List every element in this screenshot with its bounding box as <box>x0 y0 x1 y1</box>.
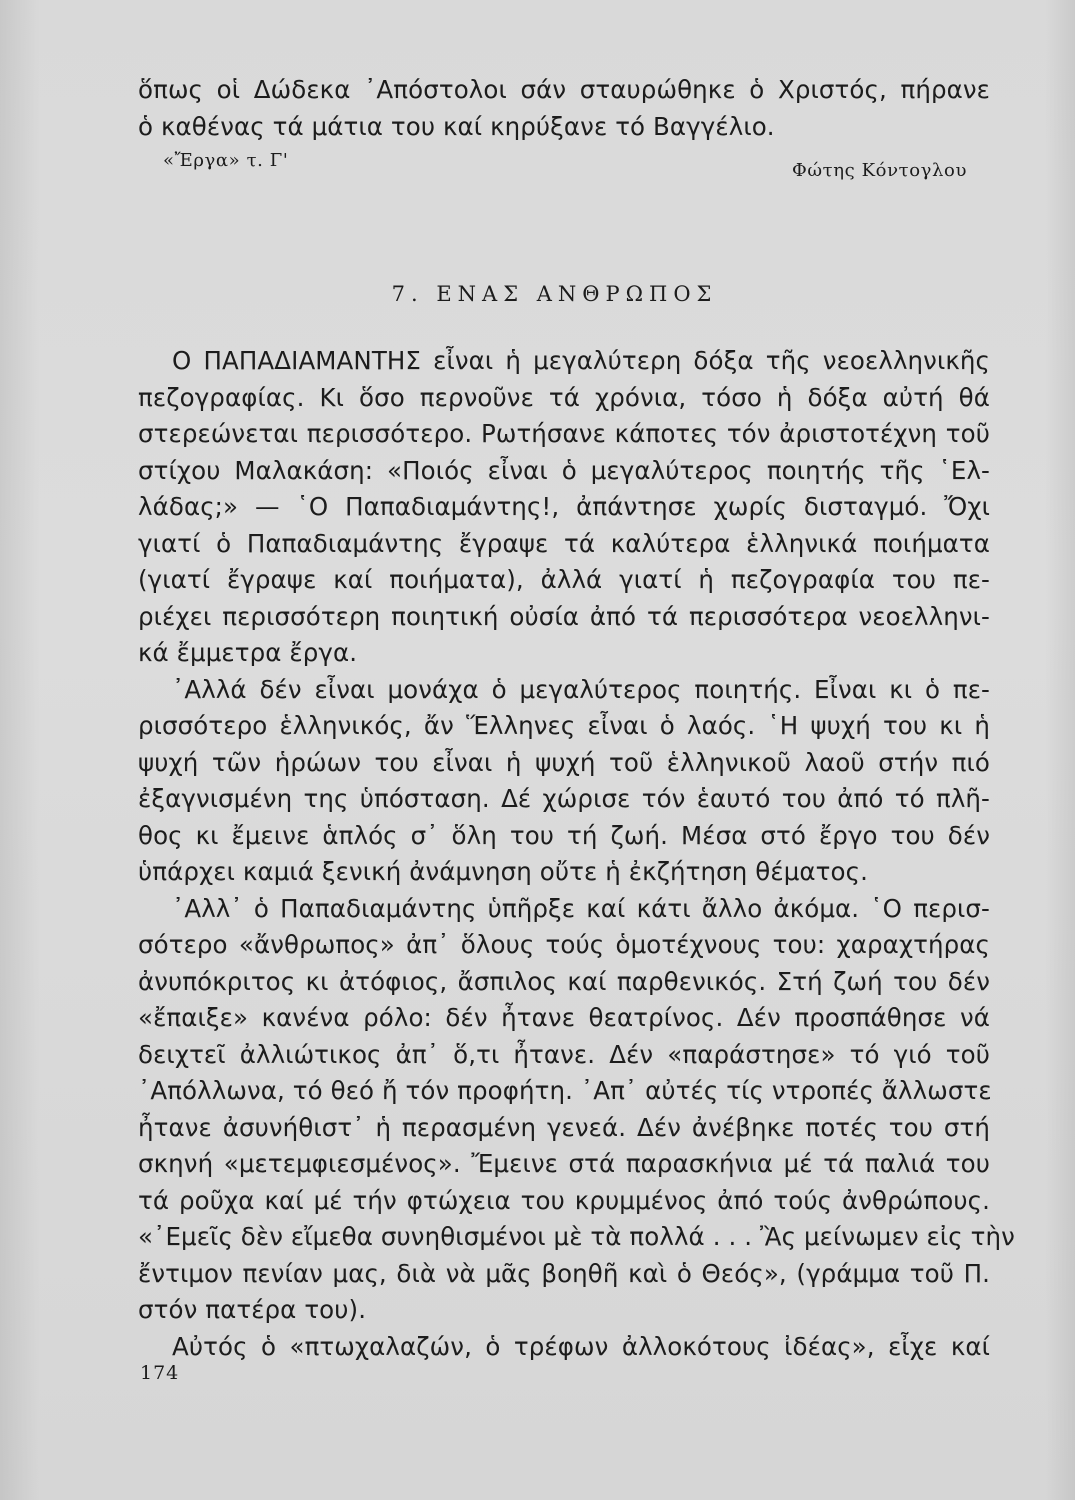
text-line: (γιατί ἔγραψε καί ποιήματα), ἀλλά γιατί ἡ πεζογραφία του πε- <box>138 565 990 594</box>
text-line: λάδας;» — ῾Ο Παπαδιαμάντης!, ἀπάντησε χωρίς δισταγμό. Ὄχι <box>138 492 990 521</box>
text-line: ψυχή τῶν ἡρώων του εἶναι ἡ ψυχή τοῦ ἑλληνικοῦ λαοῦ στήν πιό <box>138 747 990 777</box>
page-number: 174 <box>140 1362 180 1384</box>
text-line: ἀνυπόκριτος κι ἀτόφιος, ἄσπιλος καί παρθενικός. Στή ζωή του δέν <box>138 966 990 996</box>
text-line: ὁ καθένας τά μάτια του καί κηρύξανε τό Βαγγέλιο. <box>138 111 775 141</box>
text-line: θος κι ἔμεινε ἁπλός σ᾿ ὅλη του τή ζωή. Μέσα στό ἔργο του δέν <box>138 820 990 850</box>
text-line: ἐξαγνισμένη της ὑπόσταση. Δέ χώρισε τόν ἑαυτό του ἀπό τό πλῆ- <box>138 784 990 813</box>
text-line: στίχου Μαλακάση: «Ποιός εἶναι ὁ μεγαλύτερος ποιητής τῆς ῾Ελ- <box>138 455 990 485</box>
text-line: σότερο «ἄνθρωπος» ἀπ᾿ ὅλους τούς ὁμοτέχνους του: χαραχτήρας <box>138 930 990 959</box>
page-edge-shadow-left <box>0 0 40 1500</box>
text-line: «ἔπαιξε» κανένα ρόλο: δέν ἦτανε θεατρίνος. Δέν προσπάθησε νά <box>138 1003 990 1032</box>
citation-source: «Ἔργα» τ. Γ' <box>163 150 289 171</box>
text-line: τά ροῦχα καί μέ τήν φτώχεια του κρυμμένος ἀπό τούς ἀνθρώπους. <box>138 1185 990 1215</box>
text-line: ἔντιμον πενίαν μας, διὰ νὰ μᾶς βοηθῆ καὶ ὁ Θεός», (γράμμα τοῦ Π. <box>138 1258 990 1288</box>
text-line: γιατί ὁ Παπαδιαμάντης ἔγραψε τά καλύτερα ἑλληνικά ποιήματα <box>138 528 990 558</box>
citation-author: Φώτης Κόντογλου <box>792 160 967 181</box>
text-line: στερεώνεται περισσότερο. Ρωτήσανε κάποτες τόν ἀριστοτέχνη τοῦ <box>138 419 990 448</box>
text-line: δειχτεῖ ἀλλιώτικος ἀπ᾿ ὅ,τι ἦτανε. Δέν «παράστησε» τό γιό τοῦ <box>138 1039 990 1069</box>
text-line: πεζογραφίας. Κι ὅσο περνοῦνε τά χρόνια, τόσο ἡ δόξα αὐτή θά <box>138 382 990 412</box>
chapter-body <box>138 343 1015 1365</box>
text-line: ᾿Αλλά δέν εἶναι μονάχα ὁ μεγαλύτερος ποιητής. Εἶναι κι ὁ πε- <box>172 674 990 704</box>
text-line: Ο ΠΑΠΑΔΙΑΜΑΝΤΗΣ εἶναι ἡ μεγαλύτερη δόξα τῆς νεοελληνικῆς <box>172 346 990 375</box>
text-line: κά ἔμμετρα ἔργα. <box>138 638 358 667</box>
text-line: ριέχει περισσότερη ποιητική οὐσία ἀπό τά περισσότερα νεοελληνι- <box>138 601 990 631</box>
intro-paragraph <box>138 72 990 145</box>
text-line: ἦτανε ἀσυνήθιστ᾿ ἡ περασμένη γενεά. Δέν ἀνέβηκε ποτές του στή <box>138 1112 990 1142</box>
text-line: ρισσότερο ἑλληνικός, ἄν Ἕλληνες εἶναι ὁ λαός. ῾Η ψυχή του κι ἡ <box>138 711 990 740</box>
text-line: στόν πατέρα του). <box>138 1295 367 1324</box>
chapter-heading: 7. ΕΝΑΣ ΑΝΘΡΩΠΟΣ <box>391 282 718 306</box>
page-edge-shadow-right <box>1045 0 1075 1500</box>
text-line: ὅπως οἱ Δώδεκα ᾿Απόστολοι σάν σταυρώθηκε ὁ Χριστός, πήρανε <box>138 75 990 104</box>
text-line: Αὐτός ὁ «πτωχαλαζών, ὁ τρέφων ἀλλοκότους ἰδέας», εἶχε καί <box>172 1331 990 1361</box>
text-line: σκηνή «μετεμφιεσμένος». Ἔμεινε στά παρασκήνια μέ τά παλιά του <box>138 1149 990 1178</box>
text-line: «᾿Εμεῖς δὲν εἴμεθα συνηθισμένοι μὲ τὰ πολλά . . . Ἂς μείνωμεν εἰς τὴν <box>138 1222 1015 1251</box>
text-line: ᾿Απόλλωνα, τό θεό ἤ τόν προφήτη. ᾿Απ᾿ αὐτές τίς ντροπές ἄλλωστε <box>138 1076 992 1105</box>
text-line: ὑπάρχει καμιά ξενική ἀνάμνηση οὔτε ἡ ἐκζήτηση θέματος. <box>138 857 868 886</box>
text-line: ᾿Αλλ᾿ ὁ Παπαδιαμάντης ὑπῆρξε καί κάτι ἄλλο ἀκόμα. ῾Ο περισ- <box>172 893 990 923</box>
